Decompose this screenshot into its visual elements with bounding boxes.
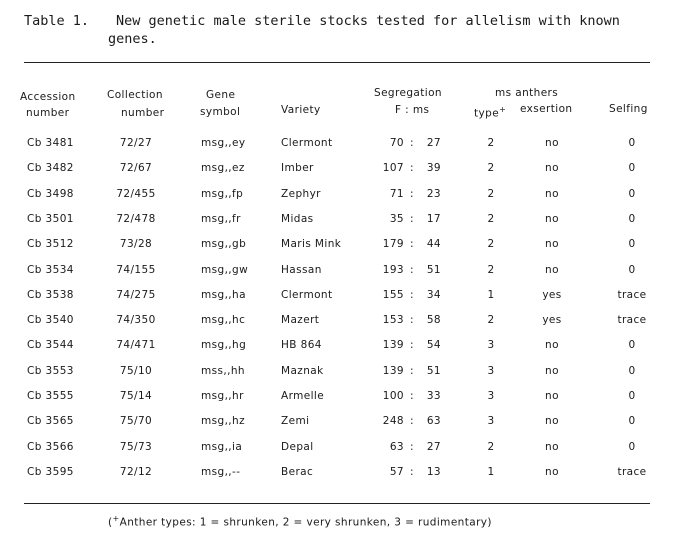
footnote-mark: + bbox=[112, 514, 120, 523]
ratio-separator: : bbox=[410, 264, 414, 276]
cell-f: 57 bbox=[389, 466, 404, 478]
cell-exsertion: no bbox=[545, 415, 559, 427]
cell-f: 107 bbox=[382, 162, 404, 174]
ratio-separator: : bbox=[410, 441, 414, 453]
cell-gene-symbol: msg,,gb bbox=[201, 238, 247, 250]
cell-variety: Mazert bbox=[281, 314, 320, 326]
cell-ms: 54 bbox=[426, 339, 441, 351]
cell-exsertion: no bbox=[545, 137, 559, 149]
bottom-rule bbox=[24, 503, 650, 504]
cell-f: 155 bbox=[382, 289, 404, 301]
cell-type: 3 bbox=[487, 365, 495, 377]
ratio-separator: : bbox=[410, 466, 414, 478]
cell-ms: 27 bbox=[426, 441, 441, 453]
header-type bbox=[474, 103, 506, 121]
ratio-separator: : bbox=[410, 289, 414, 301]
cell-ms: 33 bbox=[426, 390, 441, 402]
cell-accession: Cb 3538 bbox=[27, 289, 74, 301]
cell-selfing: 0 bbox=[628, 390, 636, 402]
cell-collection: 72/455 bbox=[116, 188, 156, 200]
caption-line-2: genes. bbox=[108, 31, 157, 47]
cell-selfing: trace bbox=[617, 289, 647, 301]
cell-type: 2 bbox=[487, 137, 495, 149]
cell-exsertion: no bbox=[545, 238, 559, 250]
cell-exsertion: no bbox=[545, 213, 559, 225]
header-type-label: type bbox=[474, 107, 500, 120]
caption-line-1: New genetic male sterile stocks tested for allelism with known bbox=[116, 13, 620, 29]
ratio-separator: : bbox=[410, 390, 414, 402]
cell-exsertion: no bbox=[545, 441, 559, 453]
cell-ms: 23 bbox=[426, 188, 441, 200]
header-ms-anthers: ms anthers bbox=[495, 87, 559, 99]
cell-exsertion: no bbox=[545, 264, 559, 276]
cell-variety: Clermont bbox=[281, 137, 333, 149]
cell-ms: 51 bbox=[426, 365, 441, 377]
ratio-separator: : bbox=[410, 213, 414, 225]
cell-accession: Cb 3553 bbox=[27, 365, 74, 377]
cell-selfing: 0 bbox=[628, 264, 636, 276]
cell-type: 1 bbox=[487, 466, 495, 478]
type-footnote-mark: + bbox=[499, 105, 507, 114]
cell-exsertion: no bbox=[545, 339, 559, 351]
cell-type: 2 bbox=[487, 213, 495, 225]
cell-accession: Cb 3566 bbox=[27, 441, 74, 453]
cell-type: 2 bbox=[487, 238, 495, 250]
cell-ms: 27 bbox=[426, 137, 441, 149]
cell-exsertion: no bbox=[545, 466, 559, 478]
cell-selfing: 0 bbox=[628, 365, 636, 377]
cell-exsertion: no bbox=[545, 365, 559, 377]
ratio-separator: : bbox=[410, 314, 414, 326]
ratio-separator: : bbox=[410, 415, 414, 427]
cell-ms: 39 bbox=[426, 162, 441, 174]
cell-gene-symbol: msg,,ey bbox=[201, 137, 246, 149]
cell-accession: Cb 3501 bbox=[27, 213, 74, 225]
cell-variety: Maris Mink bbox=[281, 238, 342, 250]
header-variety: Variety bbox=[281, 104, 321, 116]
table-number: Table 1. bbox=[24, 13, 90, 29]
cell-collection: 75/14 bbox=[119, 390, 153, 402]
cell-variety: Armelle bbox=[281, 390, 325, 402]
cell-f: 35 bbox=[389, 213, 404, 225]
cell-variety: Hassan bbox=[281, 264, 322, 276]
cell-ms: 63 bbox=[426, 415, 441, 427]
cell-exsertion: no bbox=[545, 390, 559, 402]
cell-selfing: 0 bbox=[628, 137, 636, 149]
cell-f: 71 bbox=[389, 188, 404, 200]
cell-gene-symbol: msg,,-- bbox=[201, 466, 241, 478]
cell-gene-symbol: msg,,ia bbox=[201, 441, 243, 453]
ratio-separator: : bbox=[410, 137, 414, 149]
header-segregation-2: F : ms bbox=[395, 104, 430, 116]
cell-f: 193 bbox=[382, 264, 404, 276]
cell-selfing: trace bbox=[617, 314, 647, 326]
cell-type: 3 bbox=[487, 415, 495, 427]
ratio-separator: : bbox=[410, 339, 414, 351]
cell-variety: Imber bbox=[281, 162, 314, 174]
cell-f: 70 bbox=[389, 137, 404, 149]
cell-collection: 75/70 bbox=[119, 415, 153, 427]
cell-type: 2 bbox=[487, 264, 495, 276]
ratio-separator: : bbox=[410, 162, 414, 174]
ratio-separator: : bbox=[410, 188, 414, 200]
cell-ms: 13 bbox=[426, 466, 441, 478]
cell-accession: Cb 3512 bbox=[27, 238, 74, 250]
cell-accession: Cb 3565 bbox=[27, 415, 74, 427]
cell-gene-symbol: msg,,hc bbox=[201, 314, 246, 326]
header-accession-2: number bbox=[26, 107, 70, 119]
cell-type: 2 bbox=[487, 162, 495, 174]
cell-collection: 75/73 bbox=[119, 441, 153, 453]
cell-gene-symbol: msg,,ez bbox=[201, 162, 245, 174]
cell-collection: 74/155 bbox=[116, 264, 156, 276]
cell-type: 1 bbox=[487, 289, 495, 301]
ratio-separator: : bbox=[410, 365, 414, 377]
cell-f: 139 bbox=[382, 339, 404, 351]
cell-selfing: 0 bbox=[628, 415, 636, 427]
cell-ms: 58 bbox=[426, 314, 441, 326]
ratio-separator: : bbox=[410, 238, 414, 250]
cell-gene-symbol: msg,,fp bbox=[201, 188, 244, 200]
cell-variety: Clermont bbox=[281, 289, 333, 301]
cell-gene-symbol: msg,,hg bbox=[201, 339, 247, 351]
header-collection-2: number bbox=[121, 107, 165, 119]
cell-accession: Cb 3544 bbox=[27, 339, 74, 351]
cell-variety: HB 864 bbox=[281, 339, 322, 351]
cell-collection: 74/275 bbox=[116, 289, 156, 301]
cell-variety: Depal bbox=[281, 441, 314, 453]
cell-variety: Midas bbox=[281, 213, 314, 225]
cell-selfing: 0 bbox=[628, 441, 636, 453]
cell-accession: Cb 3482 bbox=[27, 162, 74, 174]
cell-type: 2 bbox=[487, 441, 495, 453]
header-accession-1: Accession bbox=[20, 91, 76, 103]
cell-exsertion: no bbox=[545, 162, 559, 174]
cell-collection: 75/10 bbox=[119, 365, 153, 377]
header-collection-1: Collection bbox=[107, 89, 163, 101]
cell-selfing: 0 bbox=[628, 162, 636, 174]
cell-selfing: 0 bbox=[628, 213, 636, 225]
cell-variety: Zephyr bbox=[281, 188, 321, 200]
cell-collection: 74/471 bbox=[116, 339, 156, 351]
cell-f: 63 bbox=[389, 441, 404, 453]
cell-exsertion: no bbox=[545, 188, 559, 200]
cell-f: 100 bbox=[382, 390, 404, 402]
footnote-text: Anther types: 1 = shrunken, 2 = very shrunken, 3 = rudimentary) bbox=[119, 516, 492, 529]
cell-collection: 72/27 bbox=[119, 137, 153, 149]
cell-variety: Maznak bbox=[281, 365, 324, 377]
header-selfing: Selfing bbox=[609, 103, 648, 115]
cell-gene-symbol: msg,,gw bbox=[201, 264, 249, 276]
cell-selfing: 0 bbox=[628, 339, 636, 351]
cell-collection: 74/350 bbox=[116, 314, 156, 326]
cell-f: 248 bbox=[382, 415, 404, 427]
top-rule bbox=[24, 62, 650, 63]
cell-exsertion: yes bbox=[542, 289, 562, 301]
footnote bbox=[108, 514, 492, 529]
cell-f: 179 bbox=[382, 238, 404, 250]
cell-gene-symbol: msg,,fr bbox=[201, 213, 241, 225]
header-exsertion: exsertion bbox=[520, 103, 573, 115]
cell-selfing: 0 bbox=[628, 188, 636, 200]
cell-accession: Cb 3481 bbox=[27, 137, 74, 149]
cell-accession: Cb 3595 bbox=[27, 466, 74, 478]
cell-accession: Cb 3540 bbox=[27, 314, 74, 326]
footnote-open-paren: ( bbox=[108, 516, 113, 529]
cell-f: 139 bbox=[382, 365, 404, 377]
cell-ms: 51 bbox=[426, 264, 441, 276]
cell-collection: 73/28 bbox=[119, 238, 153, 250]
cell-type: 3 bbox=[487, 390, 495, 402]
cell-collection: 72/478 bbox=[116, 213, 156, 225]
cell-collection: 72/67 bbox=[119, 162, 153, 174]
header-gene-1: Gene bbox=[206, 89, 236, 101]
cell-ms: 34 bbox=[426, 289, 441, 301]
cell-type: 3 bbox=[487, 339, 495, 351]
cell-ms: 44 bbox=[426, 238, 441, 250]
cell-variety: Zemi bbox=[281, 415, 310, 427]
cell-gene-symbol: msg,,ha bbox=[201, 289, 246, 301]
cell-accession: Cb 3498 bbox=[27, 188, 74, 200]
cell-selfing: trace bbox=[617, 466, 647, 478]
cell-gene-symbol: msg,,hr bbox=[201, 390, 244, 402]
table-caption bbox=[24, 12, 664, 48]
cell-selfing: 0 bbox=[628, 238, 636, 250]
header-gene-2: symbol bbox=[200, 106, 241, 118]
cell-gene-symbol: mss,,hh bbox=[201, 365, 245, 377]
cell-f: 153 bbox=[382, 314, 404, 326]
cell-type: 2 bbox=[487, 314, 495, 326]
cell-accession: Cb 3555 bbox=[27, 390, 74, 402]
cell-accession: Cb 3534 bbox=[27, 264, 74, 276]
cell-variety: Berac bbox=[281, 466, 314, 478]
cell-collection: 72/12 bbox=[119, 466, 153, 478]
cell-ms: 17 bbox=[426, 213, 441, 225]
cell-gene-symbol: msg,,hz bbox=[201, 415, 246, 427]
header-segregation-1: Segregation bbox=[374, 87, 442, 99]
cell-exsertion: yes bbox=[542, 314, 562, 326]
cell-type: 2 bbox=[487, 188, 495, 200]
